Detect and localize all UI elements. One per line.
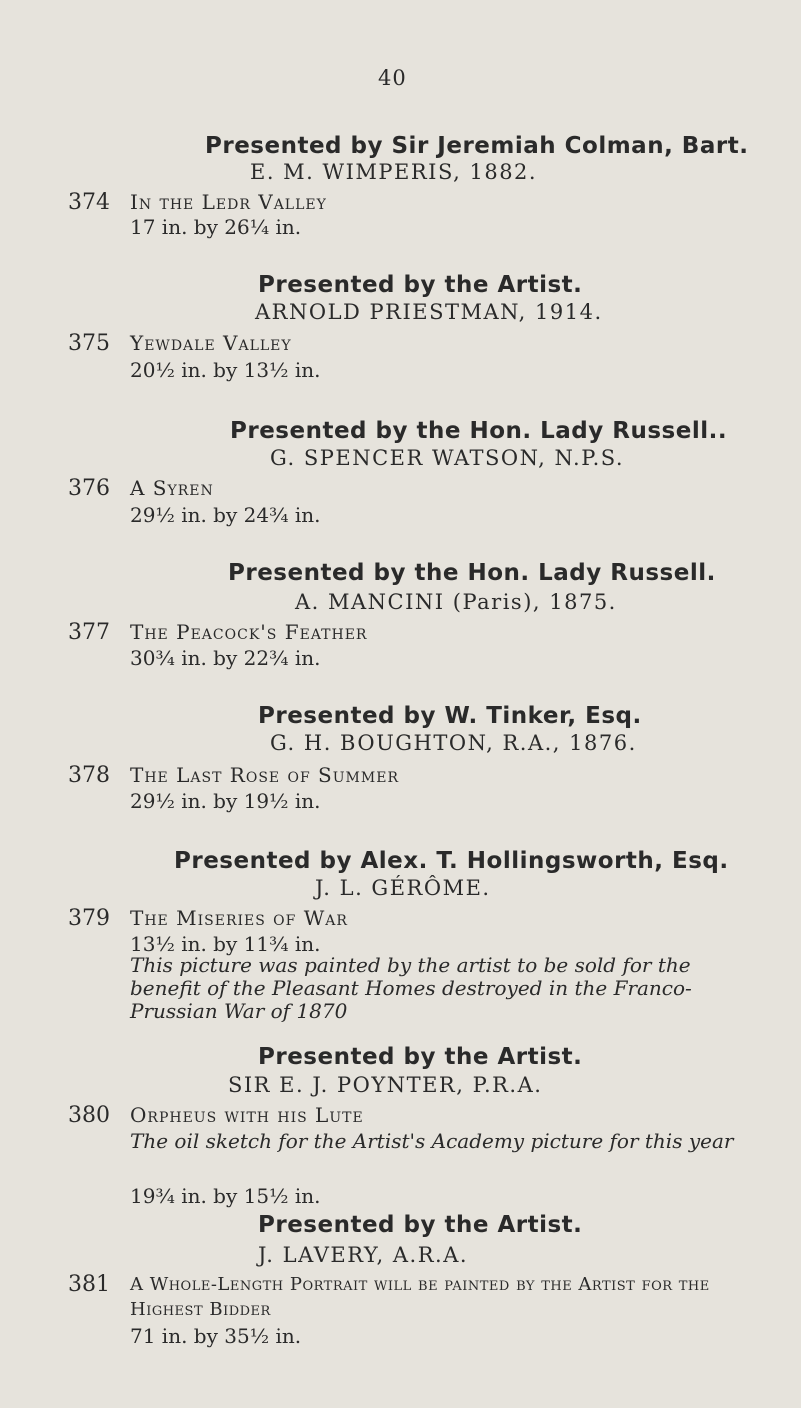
artwork-size: 30¾ in. by 22¾ in.: [130, 646, 321, 670]
entry-number: 374: [68, 190, 110, 215]
artwork-title: In the Ledr Valley: [130, 190, 327, 214]
artist-name: ARNOLD PRIESTMAN, 1914.: [255, 300, 603, 324]
artwork-title: The Last Rose of Summer: [130, 763, 399, 787]
donor-line: Presented by the Artist.: [258, 1212, 583, 1238]
donor-line: Presented by the Artist.: [258, 272, 583, 298]
entry-number: 378: [68, 763, 110, 788]
donor-line: Presented by the Hon. Lady Russell..: [230, 418, 728, 444]
artist-name: G. H. BOUGHTON, R.A., 1876.: [270, 731, 637, 755]
artwork-size: 13½ in. by 11¾ in.: [130, 932, 321, 956]
entry-number: 379: [68, 906, 110, 931]
artist-name: G. SPENCER WATSON, N.P.S.: [270, 446, 625, 470]
artwork-size: 20½ in. by 13½ in.: [130, 358, 321, 382]
entry-number: 375: [68, 331, 110, 356]
artist-name: A. MANCINI (Paris), 1875.: [295, 590, 617, 614]
artwork-size: 29½ in. by 19½ in.: [130, 789, 321, 813]
artist-name: SIR E. J. POYNTER, P.R.A.: [228, 1073, 543, 1097]
entry-number: 381: [68, 1272, 110, 1297]
entry-number: 380: [68, 1103, 110, 1128]
artwork-title: The Miseries of War: [130, 906, 348, 930]
entry-number: 376: [68, 476, 110, 501]
artist-name: J. LAVERY, A.R.A.: [258, 1243, 469, 1267]
artwork-title: Yewdale Valley: [130, 331, 292, 355]
artwork-size: 17 in. by 26¼ in.: [130, 215, 302, 239]
page-number: 40: [378, 66, 407, 90]
artwork-size: 71 in. by 35½ in.: [130, 1324, 302, 1348]
donor-line: Presented by the Hon. Lady Russell.: [228, 560, 716, 586]
artwork-note: This picture was painted by the artist to be sold for the benefit of the Pleasant Homes destroyed in the Franco-Prussian War of 1870: [130, 953, 692, 1023]
artwork-title: The Peacock's Feather: [130, 620, 368, 644]
artwork-size: 29½ in. by 24¾ in.: [130, 503, 321, 527]
donor-line: Presented by Sir Jeremiah Colman, Bart.: [205, 133, 749, 159]
artwork-title: Orpheus with his Lute: [130, 1103, 364, 1127]
artwork-size: 19¾ in. by 15½ in.: [130, 1184, 321, 1208]
artist-name: J. L. GÉRÔME.: [315, 876, 491, 900]
entry-number: 377: [68, 620, 110, 645]
artwork-title: A Syren: [130, 476, 214, 500]
donor-line: Presented by Alex. T. Hollingsworth, Esq.: [174, 848, 729, 874]
donor-line: Presented by the Artist.: [258, 1044, 583, 1070]
donor-line: Presented by W. Tinker, Esq.: [258, 703, 642, 729]
artist-name: E. M. WIMPERIS, 1882.: [250, 160, 538, 184]
artwork-title: A Whole-Length Portrait will be painted by the Artist for the Highest Bidder: [130, 1274, 710, 1320]
artwork-note: The oil sketch for the Artist's Academy picture for this year: [130, 1129, 734, 1153]
